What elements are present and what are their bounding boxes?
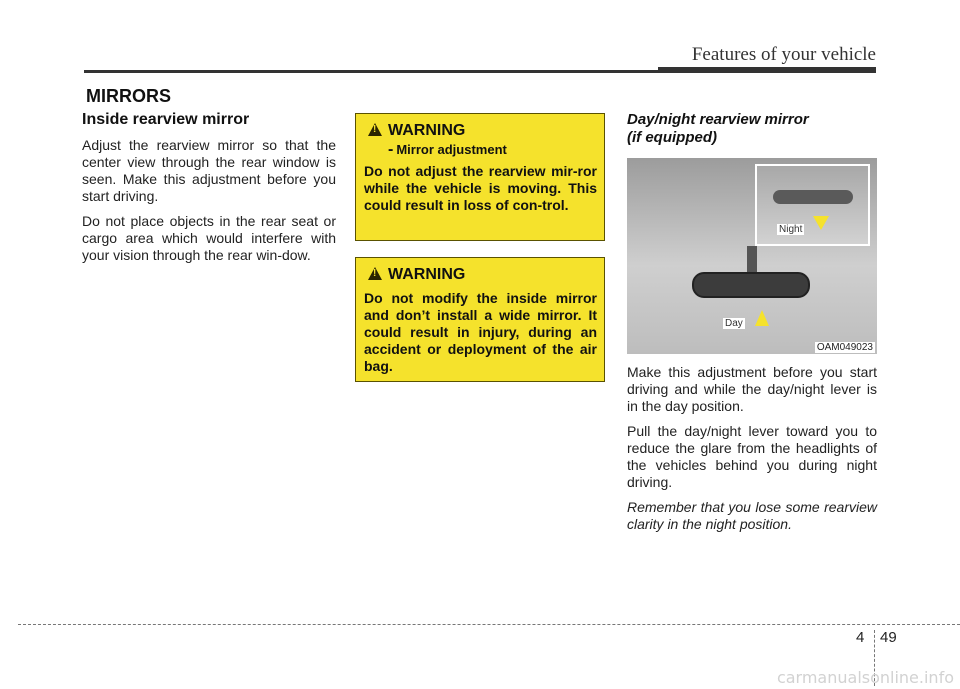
section-title: MIRRORS — [86, 86, 171, 106]
inside-mirror-column — [82, 111, 336, 272]
warning-header — [368, 266, 597, 284]
day-night-column — [627, 111, 877, 533]
day-night-paragraph: Make this adjustment before you start driving and while the day/night lever is in the day position. — [627, 364, 877, 414]
day-night-heading: Day/night rearview mirror (if equipped) — [627, 111, 809, 146]
inset-mirror-illustration — [773, 190, 853, 204]
inside-mirror-paragraph: Do not place objects in the rear seat or cargo area which would interfere with your vision through the rear win-dow. — [82, 213, 336, 263]
warning-triangle-icon — [368, 267, 382, 280]
figure-code: OAM049023 — [816, 342, 873, 353]
footer-page: 49 — [880, 629, 897, 646]
inside-mirror-heading: Inside rearview mirror — [82, 111, 250, 128]
arrow-down-icon — [813, 216, 829, 230]
inside-mirror-paragraph: Adjust the rearview mirror so that the center view through the rear window is seen. Make this adjustment before you start driving. — [82, 137, 336, 204]
night-label: Night — [779, 224, 803, 235]
mirror-stem — [747, 246, 757, 274]
header-title: Features of your vehicle — [691, 44, 876, 65]
warning-text: Do not modify the inside mirror and don’t install a wide mirror. It could result in injury, during an accident or deployment of the air bag. — [364, 290, 597, 374]
rearview-mirror-figure — [627, 158, 877, 354]
day-night-note: Remember that you lose some rearview clarity in the night position. — [627, 499, 877, 532]
warning-label: WARNING — [388, 266, 466, 283]
header-rule-accent — [658, 67, 876, 73]
night-inset — [755, 164, 870, 246]
warning-triangle-icon — [368, 123, 382, 136]
footer-chapter: 4 — [856, 629, 865, 646]
warning-box-mirror-adjustment — [355, 113, 605, 241]
warning-label: WARNING — [388, 122, 466, 139]
warning-subtitle: - Mirror adjustment — [388, 141, 507, 158]
warning-box-mirror-modify — [355, 257, 605, 382]
warning-text: Do not adjust the rearview mir-ror while the vehicle is moving. This could result in loss of con-trol. — [364, 163, 597, 213]
day-label: Day — [725, 318, 743, 329]
day-night-paragraph: Pull the day/night lever toward you to reduce the glare from the headlights of the vehicles behind you during night driving. — [627, 423, 877, 490]
footer-rule — [18, 624, 960, 625]
rearview-mirror-illustration — [692, 272, 810, 298]
warning-header — [368, 122, 597, 140]
watermark: carmanualsonline.info — [776, 668, 954, 687]
arrow-up-icon — [755, 310, 769, 326]
